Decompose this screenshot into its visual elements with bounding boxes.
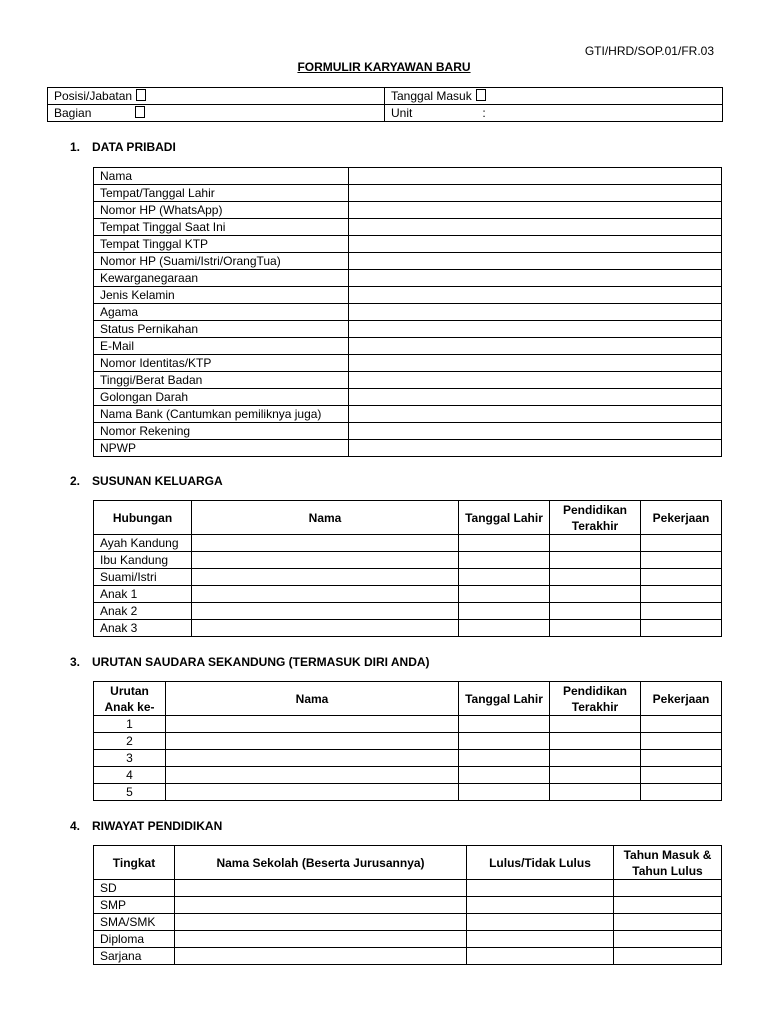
- row-label: 5: [94, 784, 166, 801]
- tanggal-masuk-label: Tanggal Masuk: [391, 89, 472, 103]
- row-label: Diploma: [94, 931, 175, 948]
- input-cell[interactable]: [550, 767, 641, 784]
- col-tanggal-lahir: Tanggal Lahir: [459, 501, 550, 535]
- table-row: [94, 535, 722, 552]
- table-row: [94, 880, 722, 897]
- row-label: Anak 3: [94, 620, 192, 637]
- input-cell[interactable]: [349, 440, 722, 457]
- input-cell[interactable]: [175, 914, 467, 931]
- row-label: Nomor Identitas/KTP: [94, 355, 349, 372]
- input-cell[interactable]: [192, 586, 459, 603]
- input-cell[interactable]: [349, 236, 722, 253]
- row-label: SMP: [94, 897, 175, 914]
- input-cell[interactable]: [467, 914, 614, 931]
- input-cell[interactable]: [459, 750, 550, 767]
- row-label: Nomor HP (Suami/Istri/OrangTua): [94, 253, 349, 270]
- input-cell[interactable]: [614, 931, 722, 948]
- input-cell[interactable]: [175, 948, 467, 965]
- row-label: 1: [94, 716, 166, 733]
- table-row: [94, 767, 722, 784]
- col-pekerjaan: Pekerjaan: [641, 682, 722, 716]
- row-label: Nomor Rekening: [94, 423, 349, 440]
- row-label: Nomor HP (WhatsApp): [94, 202, 349, 219]
- table-row: [94, 716, 722, 733]
- table-row: [94, 168, 722, 185]
- input-cell[interactable]: [459, 620, 550, 637]
- table-row: [94, 202, 722, 219]
- table-row: [94, 389, 722, 406]
- input-cell[interactable]: [641, 603, 722, 620]
- riwayat-pendidikan-table: [93, 845, 722, 965]
- input-cell[interactable]: [349, 321, 722, 338]
- table-row: [94, 372, 722, 389]
- row-label: Golongan Darah: [94, 389, 349, 406]
- posisi-field[interactable]: [48, 88, 385, 105]
- input-cell[interactable]: [349, 287, 722, 304]
- input-cell[interactable]: [166, 716, 459, 733]
- row-label: 3: [94, 750, 166, 767]
- input-cell[interactable]: [550, 620, 641, 637]
- row-label: Suami/Istri: [94, 569, 192, 586]
- table-row: [94, 253, 722, 270]
- input-cell[interactable]: [349, 304, 722, 321]
- input-cell[interactable]: [641, 552, 722, 569]
- input-cell[interactable]: [614, 897, 722, 914]
- row-label: Tempat/Tanggal Lahir: [94, 185, 349, 202]
- col-nama: Nama: [166, 682, 459, 716]
- row-label: Jenis Kelamin: [94, 287, 349, 304]
- table-row: [94, 586, 722, 603]
- input-cell[interactable]: [641, 767, 722, 784]
- input-cell[interactable]: [192, 569, 459, 586]
- section3-title: 3. URUTAN SAUDARA SEKANDUNG (TERMASUK DIRI ANDA): [70, 655, 430, 669]
- col-hubungan: Hubungan: [94, 501, 192, 535]
- table-row: [94, 355, 722, 372]
- table-row: [94, 897, 722, 914]
- row-label: Agama: [94, 304, 349, 321]
- input-cell[interactable]: [467, 948, 614, 965]
- unit-label: Unit: [391, 106, 413, 120]
- row-label: 2: [94, 733, 166, 750]
- table-row: [94, 270, 722, 287]
- bagian-label: Bagian: [54, 106, 92, 120]
- checkbox-icon: [476, 89, 486, 101]
- col-pekerjaan: Pekerjaan: [641, 501, 722, 535]
- input-cell[interactable]: [550, 603, 641, 620]
- tanggal-masuk-field[interactable]: [385, 88, 723, 105]
- table-row: [94, 750, 722, 767]
- row-label: NPWP: [94, 440, 349, 457]
- document-code: GTI/HRD/SOP.01/FR.03: [584, 44, 714, 58]
- col-pendidikan: Pendidikan Terakhir: [550, 501, 641, 535]
- input-cell[interactable]: [349, 168, 722, 185]
- table-row: [94, 440, 722, 457]
- input-cell[interactable]: [175, 897, 467, 914]
- input-cell[interactable]: [459, 716, 550, 733]
- row-label: Anak 2: [94, 603, 192, 620]
- input-cell[interactable]: [467, 880, 614, 897]
- table-row: [94, 423, 722, 440]
- row-label: SD: [94, 880, 175, 897]
- row-label: E-Mail: [94, 338, 349, 355]
- col-tanggal-lahir: Tanggal Lahir: [459, 682, 550, 716]
- col-nama: Nama: [192, 501, 459, 535]
- table-row: [94, 321, 722, 338]
- col-nama-sekolah: Nama Sekolah (Beserta Jurusannya): [175, 846, 467, 880]
- input-cell[interactable]: [614, 948, 722, 965]
- row-label: Nama Bank (Cantumkan pemiliknya juga): [94, 406, 349, 423]
- input-cell[interactable]: [349, 423, 722, 440]
- table-row: [94, 620, 722, 637]
- table-row: [94, 338, 722, 355]
- table-row: [94, 931, 722, 948]
- input-cell[interactable]: [550, 750, 641, 767]
- col-tahun: Tahun Masuk & Tahun Lulus: [614, 846, 722, 880]
- input-cell[interactable]: [641, 586, 722, 603]
- input-cell[interactable]: [192, 620, 459, 637]
- input-cell[interactable]: [349, 372, 722, 389]
- table-row: [94, 552, 722, 569]
- input-cell[interactable]: [614, 880, 722, 897]
- input-cell[interactable]: [459, 535, 550, 552]
- section1-title: 1. DATA PRIBADI: [70, 140, 176, 154]
- unit-field[interactable]: [385, 105, 723, 122]
- checkbox-icon: [136, 89, 146, 101]
- table-row: [94, 236, 722, 253]
- input-cell[interactable]: [166, 733, 459, 750]
- input-cell[interactable]: [192, 603, 459, 620]
- row-label: Kewarganegaraan: [94, 270, 349, 287]
- input-cell[interactable]: [550, 552, 641, 569]
- input-cell[interactable]: [459, 569, 550, 586]
- input-cell[interactable]: [166, 767, 459, 784]
- table-row: [94, 304, 722, 321]
- bagian-field[interactable]: [48, 105, 385, 122]
- col-lulus: Lulus/Tidak Lulus: [467, 846, 614, 880]
- table-row: [94, 733, 722, 750]
- input-cell[interactable]: [166, 750, 459, 767]
- table-row: [94, 569, 722, 586]
- input-cell[interactable]: [349, 355, 722, 372]
- posisi-label: Posisi/Jabatan: [54, 89, 133, 103]
- input-cell[interactable]: [459, 603, 550, 620]
- input-cell[interactable]: [467, 931, 614, 948]
- input-cell[interactable]: [349, 389, 722, 406]
- input-cell[interactable]: [349, 270, 722, 287]
- table-row: [94, 185, 722, 202]
- input-cell[interactable]: [349, 338, 722, 355]
- form-title: FORMULIR KARYAWAN BARU: [297, 60, 471, 74]
- row-label: Ibu Kandung: [94, 552, 192, 569]
- row-label: Tempat Tinggal Saat Ini: [94, 219, 349, 236]
- table-row: [94, 948, 722, 965]
- input-cell[interactable]: [459, 586, 550, 603]
- input-cell[interactable]: [641, 716, 722, 733]
- row-label: SMA/SMK: [94, 914, 175, 931]
- row-label: Anak 1: [94, 586, 192, 603]
- input-cell[interactable]: [349, 219, 722, 236]
- table-row: [94, 914, 722, 931]
- input-cell[interactable]: [550, 784, 641, 801]
- row-label: Sarjana: [94, 948, 175, 965]
- row-label: Ayah Kandung: [94, 535, 192, 552]
- input-cell[interactable]: [550, 569, 641, 586]
- input-cell[interactable]: [192, 535, 459, 552]
- row-label: Nama: [94, 168, 349, 185]
- table-row: [94, 784, 722, 801]
- input-cell[interactable]: [641, 750, 722, 767]
- input-cell[interactable]: [459, 767, 550, 784]
- row-label: Tempat Tinggal KTP: [94, 236, 349, 253]
- row-label: Tinggi/Berat Badan: [94, 372, 349, 389]
- input-cell[interactable]: [459, 552, 550, 569]
- table-row: [94, 219, 722, 236]
- input-cell[interactable]: [614, 914, 722, 931]
- table-row: [94, 287, 722, 304]
- data-pribadi-table: [93, 167, 722, 457]
- input-cell[interactable]: [641, 620, 722, 637]
- section2-title: 2. SUSUNAN KELUARGA: [70, 474, 223, 488]
- input-cell[interactable]: [349, 253, 722, 270]
- susunan-keluarga-table: [93, 500, 722, 637]
- input-cell[interactable]: [175, 931, 467, 948]
- col-pendidikan: Pendidikan Terakhir: [550, 682, 641, 716]
- input-cell[interactable]: [550, 586, 641, 603]
- col-tingkat: Tingkat: [94, 846, 175, 880]
- table-row: [94, 406, 722, 423]
- col-urutan: Urutan Anak ke-: [94, 682, 166, 716]
- input-cell[interactable]: [550, 535, 641, 552]
- input-cell[interactable]: [641, 733, 722, 750]
- input-cell[interactable]: [349, 185, 722, 202]
- input-cell[interactable]: [192, 552, 459, 569]
- row-label: Status Pernikahan: [94, 321, 349, 338]
- input-cell[interactable]: [175, 880, 467, 897]
- input-cell[interactable]: [349, 202, 722, 219]
- input-cell[interactable]: [641, 535, 722, 552]
- input-cell[interactable]: [349, 406, 722, 423]
- row-label: 4: [94, 767, 166, 784]
- section4-title: 4. RIWAYAT PENDIDIKAN: [70, 819, 223, 833]
- input-cell[interactable]: [467, 897, 614, 914]
- checkbox-icon: [135, 106, 145, 118]
- input-cell[interactable]: [166, 784, 459, 801]
- input-cell[interactable]: [550, 733, 641, 750]
- input-cell[interactable]: [459, 733, 550, 750]
- table-row: [94, 603, 722, 620]
- unit-colon: :: [482, 106, 486, 120]
- input-cell[interactable]: [641, 784, 722, 801]
- urutan-saudara-table: [93, 681, 722, 801]
- input-cell[interactable]: [459, 784, 550, 801]
- input-cell[interactable]: [550, 716, 641, 733]
- input-cell[interactable]: [641, 569, 722, 586]
- header-fields-table: [47, 87, 723, 122]
